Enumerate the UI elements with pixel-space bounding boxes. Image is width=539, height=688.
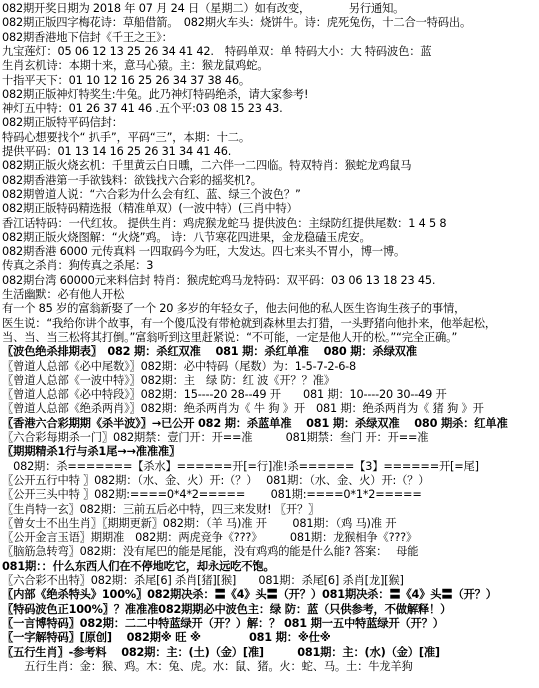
text-line: 〖内部《绝杀特头》100%〗082期决杀：〓《4》头〓（开？）081期决杀：〓《4》头〓（开？） [2, 588, 497, 602]
text-line: 082期香港 6000 元传真料 一四取码今为旺，大发达。四七来头不胃小，博一博。 [2, 245, 406, 259]
text-line: 082期正版特码精选报（精准单双）(一波中特）(三肖中特） [2, 202, 298, 216]
text-line: 〖脑筋急转弯〗082期：没有尾巴的能是尾能，没有鸡鸡的能是什么能? 答案： 母能 [2, 545, 419, 559]
text-line: 〖六合彩不出特〗082期：杀尾[6] 杀肖[猪][猴] 081期：杀尾[6] 杀肖[龙][猴] [2, 574, 404, 587]
text-line: 081期：：什么东西人们在不停地吃它，却永远吃不饱。 [2, 559, 275, 573]
text-line: 〖六合彩每期杀一门〗082期禁：壹门开：开==准 081期禁：叁门 开：开==准 [2, 431, 429, 444]
text-line: 〖曾道人总部《必中特段》〗082期：15----20 28--49 开 081 期：10----20 30--49 开 [2, 388, 447, 402]
text-line: 〖公开三头中特 〗082期:====0*4*2===== 081期:====0*1*2===== [2, 488, 422, 502]
text-line: 提供平码：01 13 14 16 25 26 31 34 41 46. [2, 145, 232, 158]
text-line: 有一个 85 岁的富翁新娶了一个 20 多岁的年轻女子，他去问他的私人医生咨询生孩子的事情， [2, 302, 466, 316]
text-line: 082期曾道人说：“六合彩为什么会有红、蓝、绿三个波色？” [2, 187, 301, 201]
text-line: 082期正版火烧玄机：千里黄云白日曛，二六伴一二四临。特双特肖：猴蛇龙鸡鼠马 [2, 159, 412, 173]
text-line: 082期正版火烧图解：“火烧”鸡。 诗：八节寒花四进果，金龙稳磕玉虎安。 [2, 230, 371, 244]
text-line: 082期：杀=======【杀水】======开[=行]准!杀======【3】======开[=尾] [2, 459, 479, 473]
text-line: 香江话特码：一代红妆。 提供生肖：鸡虎猴龙蛇马 提供波色：主绿防红提供尾数：1 4 5 8 [2, 216, 447, 230]
text-line: 特码心想要找个“ 扒手”，平码“三”，本期：十二。 [2, 130, 250, 144]
text-line: 082期香港地下信封《千王之王》： [2, 30, 173, 44]
text-line: 十指平天下：01 10 12 16 25 26 34 37 38 46。 [2, 73, 250, 87]
text-line: 〖公开五行中特 〗082期：（水、金、火）开:（？） 081期：（水、金、火）开:（？） [2, 473, 430, 487]
text-line: 〖一字解特码〗[原创] 082期※ 旺 ※ 081 期：※仕※ [2, 631, 331, 645]
text-line: 九宝莲灯：05 06 12 13 25 26 34 41 42. 特码单双：单 特码大小：大 特码波色：蓝 [2, 44, 432, 58]
text-line: 〖公开金言玉语〗期期准 082期：两虎竞争《???》 081期：龙猴相争《???》 [2, 531, 418, 545]
text-line: 〖生肖特一玄〗082期：三前五后必中特，四三来发财! 〖开？〗 [2, 502, 320, 516]
text-line: 082期正版特平码信封： [2, 116, 123, 130]
text-line: 〖波色绝杀排期表〗 082 期：杀红双准 081 期：杀红单准 080 期：杀绿双准 [2, 345, 417, 359]
text-line: 082期正版四字梅花诗：草船借箭。 082期火车头：烧饼牛。诗：虎死兔伤，十二合一特码出。 [2, 16, 472, 30]
text-line: 〖期期精杀1行与杀1尾→→准准准〗 [2, 445, 181, 459]
text-line: 〖五行生肖〗-参考料 082期：主：(土)（金）[准] 081期：主：(水)（金）[准] [2, 645, 440, 659]
text-line: 082期正版神灯特奖生:牛兔。此乃神灯特码绝杀，请大家参考! [2, 87, 309, 101]
text-line: 082期香港第一手欲钱料：欲钱找六合彩的摇奖机?。 [2, 173, 262, 187]
text-line: 〖曾女士不出生肖〗〖期期更新〗082期：（羊 马)准 开 081期：（鸡 马)准 开 [2, 516, 397, 530]
text-line: 神灯五中特：01 26 37 41 46 .五个平:03 08 15 23 43. [2, 102, 283, 116]
text-line: 〖香港六合彩期期《杀半波》〗→已公开 082 期：杀蓝单准 081 期：杀绿双准 080 期杀：红单准 [2, 416, 508, 430]
text-line: 〖曾道人总部《一波中特》〗082期：主 绿 防：红 波《开？？准》 [2, 373, 335, 387]
text-line: 当、当、当三松将其打倒。”富翁听到这里赶紧说：“不可能，一定是他人开的松。”“完全正确。” [2, 330, 458, 344]
text-line: 082期开奖日期为 2018 年 07 月 24 日（星期二）如有改变， 另行通知。 [2, 2, 405, 15]
text-line: 〖曾道人总部《必中尾数》〗082期：必中特码（尾数）为：1-5-7-2-6-8 [2, 359, 357, 373]
text-line: 生活幽默：必有他人开松 [2, 288, 125, 301]
text-line: 传真之杀肖：狗传真之杀尾：3 [2, 259, 154, 273]
text-line: 五行生肖：金：猴、鸡。木：兔、虎。水：鼠、猪。火：蛇、马。土：牛龙羊狗 [2, 659, 413, 673]
text-line: 生肖玄机诗：本期十来，意马心猿。主：猴龙鼠鸡蛇。 [2, 59, 269, 73]
text-line: 〖曾道人总部《绝杀两肖》〗082期：绝杀两肖为《 牛 狗 》开 081 期：绝杀两肖为《 猪 狗 》开 [2, 402, 484, 416]
text-line: 〖特码波色正100%〗？准准准082期期必中波色主：绿 防：蓝（只供参考，不做解释！） [2, 602, 452, 616]
text-line: 〖一言博特码〗082期：二二中特蓝绿开（开？）解：？ 081 期一五中特蓝绿开（开？） [2, 616, 444, 630]
text-line: 医生说：“我给你讲个故事，有一个傻瓜没有带枪就到森林里去打猎，一头野猪向他扑来，他举起松， [2, 316, 496, 330]
text-line: 082期台湾 60000元来料信封 特肖：猴虎蛇鸡马龙特码：双平码：03 06 13 18 23 45. [2, 273, 436, 287]
